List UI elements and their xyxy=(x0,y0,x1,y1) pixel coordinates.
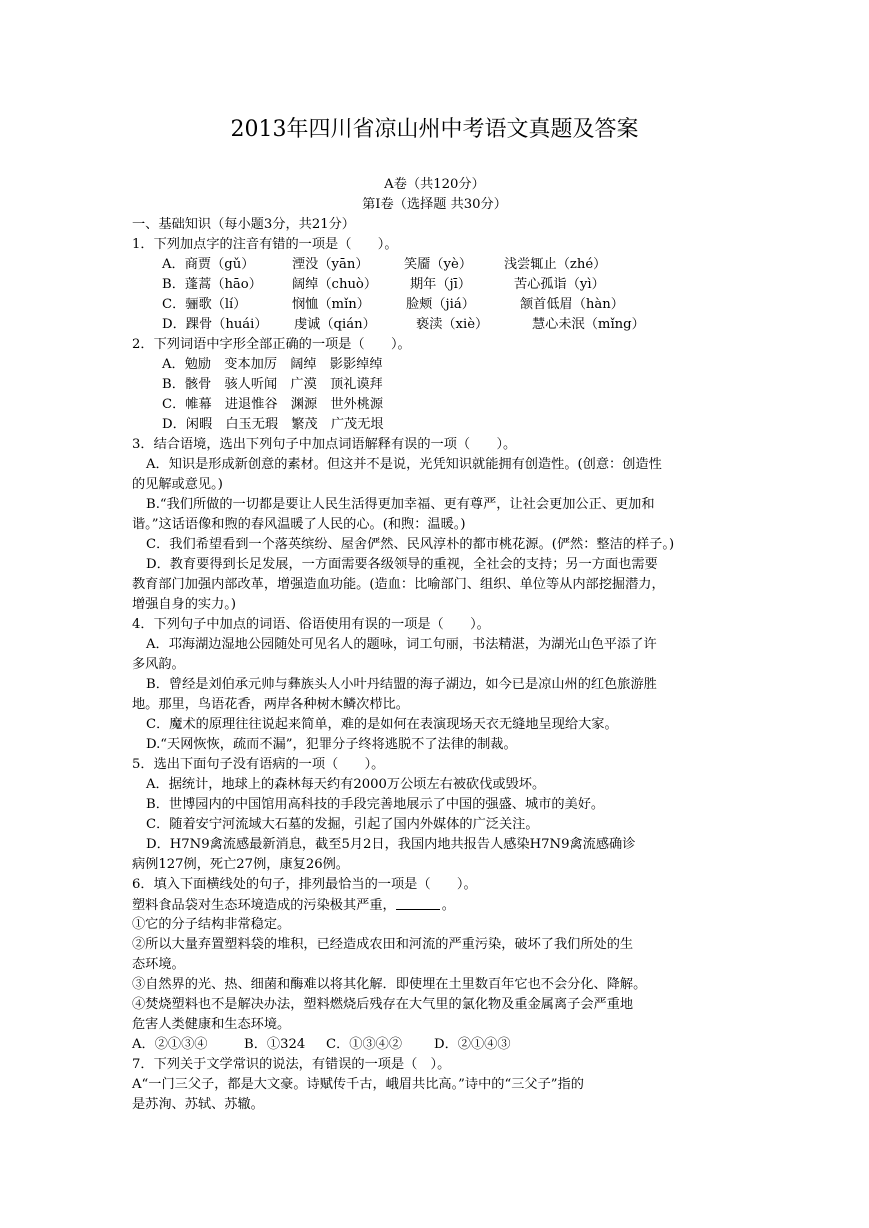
q5-option-d: D．H7N9禽流感最新消息，截至5月2日，我国内地共报告人感染H7N9禽流感确诊 xyxy=(146,837,636,852)
q1-option-d: D．踝骨（huái） 虔诚（qián） 亵渎（xiè） 慧心未泯（mǐng） xyxy=(162,317,645,332)
q2-option-c: C．帷幕 进退惟谷 渊源 世外桃源 xyxy=(162,397,384,412)
q6-lead-sentence: 塑料食品袋对生态环境造成的污染极其严重， 。 xyxy=(132,898,455,913)
part-one-heading: 第Ⅰ卷（选择题 共30分） xyxy=(362,197,507,212)
q1-option-b: B．蓬蒿（hāo） 阔绰（chuò） 期年（jī） 苦心孤诣（yì） xyxy=(162,277,605,292)
q5-option-d-cont: 病例127例，死亡27例，康复26例。 xyxy=(132,857,349,872)
q6-stem: 6．填入下面横线处的句子，排列最恰当的一项是（ ）。 xyxy=(132,877,477,892)
q6-sentence-4-cont: 危害人类健康和生态环境。 xyxy=(132,1017,291,1032)
q4-stem: 4．下列句子中加点的词语、俗语使用有误的一项是（ ）。 xyxy=(132,617,490,632)
q7-option-a: A“一门三父子，都是大文豪。诗赋传千古，峨眉共比高。”诗中的“三父子”指的 xyxy=(132,1077,584,1092)
q4-option-b: B．曾经是刘伯承元帅与彝族头人小叶丹结盟的海子湖边，如今已是凉山州的红色旅游胜 xyxy=(146,677,657,692)
volume-a-heading: A卷（共120分） xyxy=(384,177,485,192)
q4-option-b-cont: 地。那里，鸟语花香，两岸各种树木鳞次栉比。 xyxy=(132,697,409,712)
q3-option-d: D．教育要得到长足发展，一方面需要各级领导的重视，全社会的支持；另一方面也需要 xyxy=(146,557,658,572)
q5-option-c: C．随着安宁河流域大石墓的发掘，引起了国内外媒体的广泛关注。 xyxy=(146,817,539,832)
q6-sentence-4: ④焚烧塑料也不是解决办法，塑料燃烧后残存在大气里的氯化物及重金属离子会严重地 xyxy=(132,997,634,1012)
q5-option-a: A．据统计，地球上的森林每天约有2000万公顷左右被砍伐或毁坏。 xyxy=(146,777,546,792)
q4-option-a: A．邛海湖边湿地公园随处可见名人的题咏，词工句丽，书法精湛，为湖光山色平添了许 xyxy=(146,637,657,652)
q1-option-c: C．骊歌（lí） 悯恤（mǐn） 脸颊（jiá） 颔首低眉（hàn） xyxy=(162,297,624,312)
q3-option-d-cont2: 增强自身的实力。) xyxy=(132,597,237,612)
q1-option-a: A．商贾（gǔ） 湮没（yān） 笑靥（yè） 浅尝辄止（zhé） xyxy=(162,257,607,272)
answer-blank-line xyxy=(396,897,440,910)
q4-option-a-cont: 多风韵。 xyxy=(132,657,185,672)
document-title: 2013年四川省凉山州中考语文真题及答案 xyxy=(230,117,639,142)
q3-stem: 3．结合语境，选出下列句子中加点词语解释有误的一项（ ）。 xyxy=(132,437,517,452)
q7-option-a-cont: 是苏洵、苏轼、苏辙。 xyxy=(132,1097,264,1112)
q5-option-b: B．世博园内的中国馆用高科技的手段完善地展示了中国的强盛、城市的美好。 xyxy=(146,797,605,812)
q2-option-b: B．骸骨 骇人听闻 广漠 顶礼谟拜 xyxy=(162,377,383,392)
q2-option-a: A．勉励 变本加厉 阔绰 影影绰绰 xyxy=(162,357,383,372)
q7-stem: 7．下列关于文学常识的说法，有错误的一项是（ ）。 xyxy=(132,1057,451,1072)
q6-sentence-2-cont: 态环境。 xyxy=(132,957,185,972)
q3-option-c: C．我们希望看到一个落英缤纷、屋舍俨然、民风淳朴的都市桃花源。(俨然：整洁的样子。) xyxy=(146,537,675,552)
q5-stem: 5．选出下面句子没有语病的一项（ ）。 xyxy=(132,757,385,772)
q3-option-d-cont: 教育部门加强内部改革，增强造血功能。(造血：比喻部门、组织、单位等从内部挖掘潜力， xyxy=(132,577,665,592)
q4-option-d: D.“天网恢恢，疏而不漏”，犯罪分子终将逃脱不了法律的制裁。 xyxy=(146,737,517,752)
q3-option-b-cont: 谐。”这话语像和煦的春风温暖了人民的心。(和煦：温暖。) xyxy=(132,517,466,532)
q6-sentence-3: ③自然界的光、热、细菌和酶难以将其化解．即使埋在土里数百年它也不会分化、降解。 xyxy=(132,977,647,992)
q3-option-b: B.“我们所做的一切都是要让人民生活得更加幸福、更有尊严，让社会更加公正、更加和 xyxy=(146,497,655,512)
q2-option-d: D．闲暇 白玉无瑕 繁茂 广茂无垠 xyxy=(162,417,384,432)
q2-stem: 2．下列词语中字形全部正确的一项是（ ）。 xyxy=(132,337,411,352)
q6-sentence-2: ②所以大量弃置塑料袋的堆积，已经造成农田和河流的严重污染，破坏了我们所处的生 xyxy=(132,937,634,952)
section-one-heading: 一、基础知识（每小题3分，共21分） xyxy=(132,217,355,232)
q4-option-c: C．魔术的原理往往说起来简单，难的是如何在表演现场天衣无缝地呈现给大家。 xyxy=(146,717,618,732)
q6-sentence-1: ①它的分子结构非常稳定。 xyxy=(132,917,291,932)
q3-option-a-cont: 的见解或意见。) xyxy=(132,477,223,492)
q1-stem: 1．下列加点字的注音有错的一项是（ ）。 xyxy=(132,237,398,252)
q6-options: A．②①③④ B．①324 C．①③④② D．②①④③ xyxy=(132,1037,511,1052)
q3-option-a: A．知识是形成新创意的素材。但这并不是说，光凭知识就能拥有创造性。(创意：创造性 xyxy=(146,457,662,472)
